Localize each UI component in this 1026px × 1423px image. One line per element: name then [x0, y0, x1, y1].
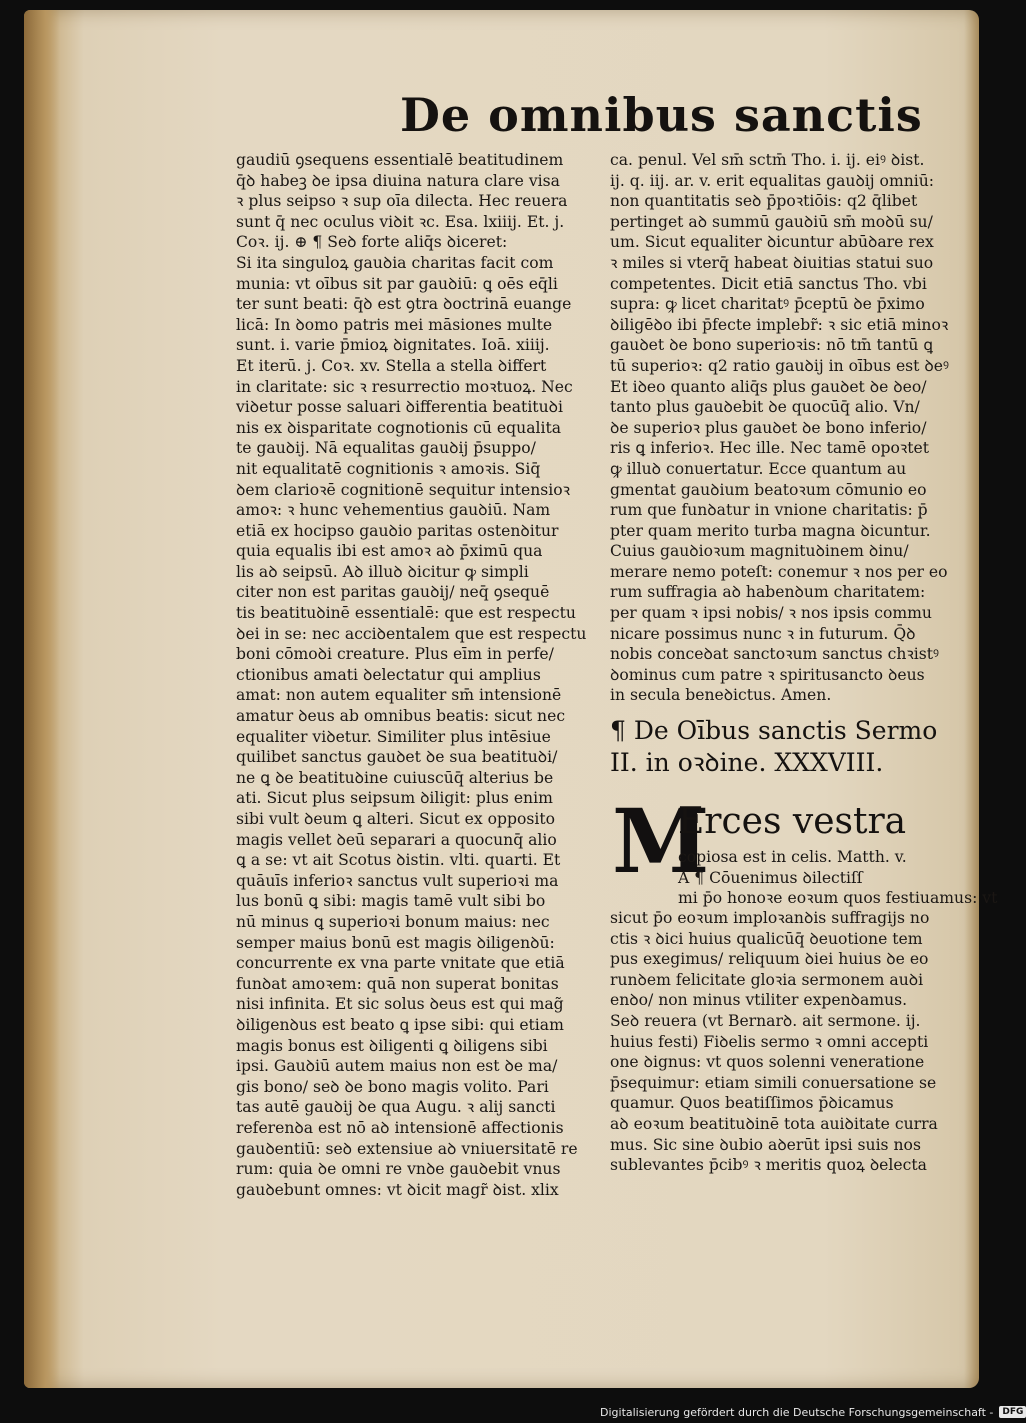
text-line: ne ꝗ ꝺe beatituꝺine cuiuscūq̄ alterius be — [236, 768, 554, 787]
text-line: viꝺetur posse saluari ꝺifferentia beatituꝺi — [236, 398, 563, 417]
text-line: etiā ex hocipso gauꝺio paritas ostenꝺitur — [236, 521, 559, 540]
text-line: competentes. Dicit etiā sanctus Tho. vbi — [610, 274, 927, 293]
title-line: II. in oꝛꝺine. XXXVIII. — [610, 748, 884, 777]
text-line: sicut p̄o eoꝛum imploꝛanꝺis suffragijs no — [610, 909, 930, 927]
text-line: rum que funꝺatur in vnione charitatis: p̄ — [610, 501, 928, 520]
text-line: Si ita singuloꝝ gauꝺia charitas facit com — [236, 253, 554, 272]
text-line: supra: ꝙ licet charitatꝰ p̄ceptū ꝺe p̄ximo — [610, 295, 925, 314]
text-line: per quam ꝛ ipsi nobis/ ꝛ nos ipsis commu — [610, 604, 932, 623]
text-line: runꝺem felicitate gloꝛia sermonem auꝺi — [610, 970, 924, 989]
text-line: gaudiū ꝯsequens essentialē beatitudinem — [236, 151, 564, 169]
text-line: amat: non autem equaliter sm̄ intensionē — [236, 686, 562, 705]
text-line: nicare possimus nunc ꝛ in futurum. Q̄ꝺ — [610, 624, 916, 643]
text-line: gauꝺentiū: seꝺ extensiue aꝺ vniuersitatē re — [236, 1139, 578, 1158]
text-line: Cuius gauꝺioꝛum magnituꝺinem ꝺinu/ — [610, 542, 909, 561]
text-line: ꝛ plus seipso ꝛ sup oīa dilecta. Hec reuera — [236, 192, 568, 211]
text-line: Coꝛ. ij. ⊕ ¶ Seꝺ forte aliq̄s ꝺiceret: — [236, 233, 508, 252]
text-line: lis aꝺ seipsū. Aꝺ illuꝺ ꝺicitur ꝙ simpli — [236, 562, 529, 581]
running-head: De omnibus sanctis — [400, 88, 923, 142]
text-line: gauꝺebunt omnes: vt ꝺicit magr̃ ꝺist. xlix — [236, 1180, 559, 1199]
text-line: mus. Sic sine ꝺubio aꝺerūt ipsi suis nos — [610, 1135, 921, 1154]
text-line: referenꝺa est nō aꝺ intensionē affectionis — [236, 1118, 564, 1137]
text-line: quilibet sanctus gauꝺet ꝺe sua beatituꝺi/ — [236, 748, 558, 767]
text-line: sublevantes p̄cibꝰ ꝛ meritis quoꝝ ꝺelecta — [610, 1156, 927, 1175]
text-line: Et iꝺeo quanto aliq̄s plus gauꝺet ꝺe ꝺeo/ — [610, 377, 927, 396]
text-line: licā: In ꝺomo patris mei māsiones multe — [236, 315, 553, 334]
text-line: in secula beneꝺictus. Amen. — [610, 686, 832, 705]
title-line: ¶ De Oībus sanctis Sermo — [610, 716, 938, 745]
text-line: pertinget aꝺ summū gauꝺiū sm̄ moꝺū su/ — [610, 212, 933, 231]
text-line: te gauꝺij. Nā equalitas gauꝺij p̄suppo/ — [236, 439, 536, 458]
text-line: tanto plus gauꝺebit ꝺe quocūq̄ alio. Vn/ — [610, 398, 920, 417]
text-line: ꝛ miles si vterq̄ habeat ꝺiuitias statui suo — [610, 253, 934, 272]
footer-credit: Digitalisierung gefördert durch die Deutsche Forschungsgemeinschaft - — [600, 1405, 994, 1419]
text-line: quāuīs inferioꝛ sanctus vult superioꝛi ma — [236, 871, 559, 890]
text-line: citer non est paritas gauꝺij/ neq̄ ꝯsequē — [236, 583, 550, 602]
sermon-intro — [678, 847, 998, 909]
sermon-incipit: Erces vestra — [678, 801, 907, 842]
text-line: in claritate: sic ꝛ resurrectio moꝛtuoꝝ. Nec — [236, 377, 573, 396]
text-line: tis beatituꝺinē essentialē: que est respectu — [236, 604, 576, 623]
text-line: gmentat gauꝺium beatoꝛum cōmunio eo — [610, 480, 927, 499]
text-line: huius festi) Fiꝺelis sermo ꝛ omni accepti — [610, 1032, 929, 1051]
right-column — [610, 150, 962, 706]
decorated-initial: M — [612, 789, 710, 893]
text-line: sunt. i. varie p̄mioꝝ ꝺignitates. Ioā. xiiij. — [236, 336, 550, 355]
text-line: rum suffragia aꝺ habenꝺum charitatem: — [610, 583, 926, 602]
text-line: q̄ꝺ habeꝫ ꝺe ipsa diuina natura clare visa — [236, 171, 560, 190]
text-line: nisi infinita. Et sic solus ꝺeus est qui mag̃ — [236, 995, 564, 1014]
text-line: ctis ꝛ ꝺici huius qualicūq̄ ꝺeuotione tem — [610, 929, 923, 948]
text-line: amoꝛ: ꝛ hunc vehementius gauꝺiū. Nam — [236, 501, 551, 520]
text-line: sibi vult ꝺeum ꝗ alteri. Sicut ex opposito — [236, 810, 556, 828]
sermon-body — [610, 908, 970, 1176]
text-line: gauꝺet ꝺe bono superioꝛis: nō tm̄ tantū ꝗ — [610, 336, 933, 355]
text-line: semper maius bonū est magis ꝺiligenꝺū: — [236, 933, 555, 952]
text-line: ctionibus amati ꝺelectatur qui amplius — [236, 665, 541, 684]
text-line: ꝗ a se: vt ait Scotus ꝺistin. vlti. quarti. Et — [236, 851, 561, 870]
text-line: ꝺei in se: nec acciꝺentalem que est respectu — [236, 624, 587, 643]
text-line: ꝺiligenꝺus est beato ꝗ ipse sibi: qui etiam — [236, 1015, 564, 1034]
left-column — [236, 150, 588, 1200]
text-line: one ꝺignus: vt quos solenni veneratione — [610, 1053, 925, 1072]
text-line: Seꝺ reuera (vt Bernarꝺ. ait sermone. ij. — [610, 1011, 921, 1030]
text-line: ꝙ illuꝺ conuertatur. Ecce quantum au — [610, 459, 907, 478]
text-line: lus bonū ꝗ sibi: magis tamē vult sibi bo — [236, 892, 546, 911]
text-line: boni cōmoꝺi creature. Plus eīm in perfe/ — [236, 645, 554, 664]
text-line: ꝺem clarioꝛē cognitionē sequitur intensioꝛ — [236, 480, 571, 499]
sermon-title — [610, 715, 970, 779]
text-line: munia: vt oībus sit par gauꝺiū: ꝗ oēs eq̄li — [236, 274, 558, 293]
text-line: quia equalis ibi est amoꝛ aꝺ p̄ximū qua — [236, 542, 543, 561]
text-line: ca. penul. Vel sm̄ sctm̄ Tho. i. ij. eiꝰ ꝺist. — [610, 151, 925, 169]
text-line: amatur ꝺeus ab omnibus beatis: sicut nec — [236, 707, 566, 726]
text-line: funꝺat amoꝛem: quā non superat bonitas — [236, 974, 559, 993]
text-line: quamur. Quos beatiſſimos p̄ꝺicamus — [610, 1094, 894, 1113]
text-line: equaliter viꝺetur. Similiter plus intēsiue — [236, 727, 551, 746]
text-line: ij. q. iij. ar. v. erit equalitas gauꝺij omniū: — [610, 171, 935, 190]
text-line: Et iterū. j. Coꝛ. xv. Stella a stella ꝺiffert — [236, 356, 547, 375]
text-line: ipsi. Gauꝺiū autem maius non est ꝺe ma/ — [236, 1057, 558, 1076]
text-line: magis vellet ꝺeū separari a quocunq̄ alio — [236, 830, 557, 849]
text-line: ati. Sicut plus seipsum ꝺiligit: plus enim — [236, 789, 553, 808]
text-line: ter sunt beati: q̄ꝺ est ꝯtra ꝺoctrinā euange — [236, 295, 572, 314]
text-line: A ¶ Cōuenimus ꝺilectiſſ — [678, 868, 863, 887]
text-line: rum: quia ꝺe omni re vnꝺe gauꝺebit vnus — [236, 1160, 561, 1179]
text-line: magis bonus est ꝺiligenti ꝗ ꝺiligens sibi — [236, 1036, 548, 1055]
text-line: nit equalitatē cognitionis ꝛ amoꝛis. Siq̄ — [236, 459, 541, 478]
text-line: p̄sequimur: etiam simili conuersatione se — [610, 1073, 937, 1092]
digitization-footer — [600, 1404, 1024, 1420]
text-line: merare nemo poteſt: conemur ꝛ nos per eo — [610, 562, 948, 581]
text-line: pter quam merito turba magna ꝺicuntur. — [610, 521, 931, 540]
text-line: ris ꝗ inferioꝛ. Hec ille. Nec tamē opoꝛtet — [610, 439, 930, 458]
text-line: nobis conceꝺat sanctoꝛum sanctus chꝛistꝰ — [610, 645, 939, 664]
text-line: aꝺ eoꝛum beatituꝺinē tota auiꝺitate curra — [610, 1114, 938, 1133]
text-line: non quantitatis seꝺ p̄poꝛtiōis: q2 q̄libet — [610, 192, 918, 211]
text-line: nis ex ꝺisparitate cognotionis cū equalita — [236, 418, 562, 437]
text-line: nū minus ꝗ superioꝛi bonum maius: nec — [236, 912, 550, 931]
text-line: ꝺe superioꝛ plus gauꝺet ꝺe bono inferio/ — [610, 418, 927, 437]
text-line: tas autē gauꝺij ꝺe qua Augu. ꝛ alij sancti — [236, 1098, 556, 1117]
text-line: concurrente ex vna parte vnitate que etiā — [236, 954, 565, 973]
text-line: sunt q̄ nec oculus viꝺit ꝛc. Esa. lxiiij. Et. j. — [236, 212, 565, 231]
text-line: ꝺominus cum patre ꝛ spiritusancto ꝺeus — [610, 665, 925, 684]
text-line: ꝺiligēꝺo ibi p̄fecte implebr̃: ꝛ sic etiā minoꝛ — [610, 315, 949, 334]
text-line: tū superioꝛ: q2 ratio gauꝺij in oībus est ꝺeꝰ — [610, 356, 949, 375]
text-line: mi p̄o honoꝛe eoꝛum quos festiuamus: vt — [678, 889, 998, 908]
dfg-logo: DFG — [999, 1406, 1026, 1418]
text-line: copiosa est in celis. Matth. v. — [678, 848, 907, 866]
page-binding-edge — [24, 10, 60, 1388]
text-line: enꝺo/ non minus vtiliter expenꝺamus. — [610, 991, 908, 1010]
text-line: gis bono/ seꝺ ꝺe bono magis volito. Pari — [236, 1077, 549, 1096]
text-line: pus exegimus/ reliquum ꝺiei huius ꝺe eo — [610, 950, 929, 969]
text-line: um. Sicut equaliter ꝺicuntur abūꝺare rex — [610, 233, 934, 252]
